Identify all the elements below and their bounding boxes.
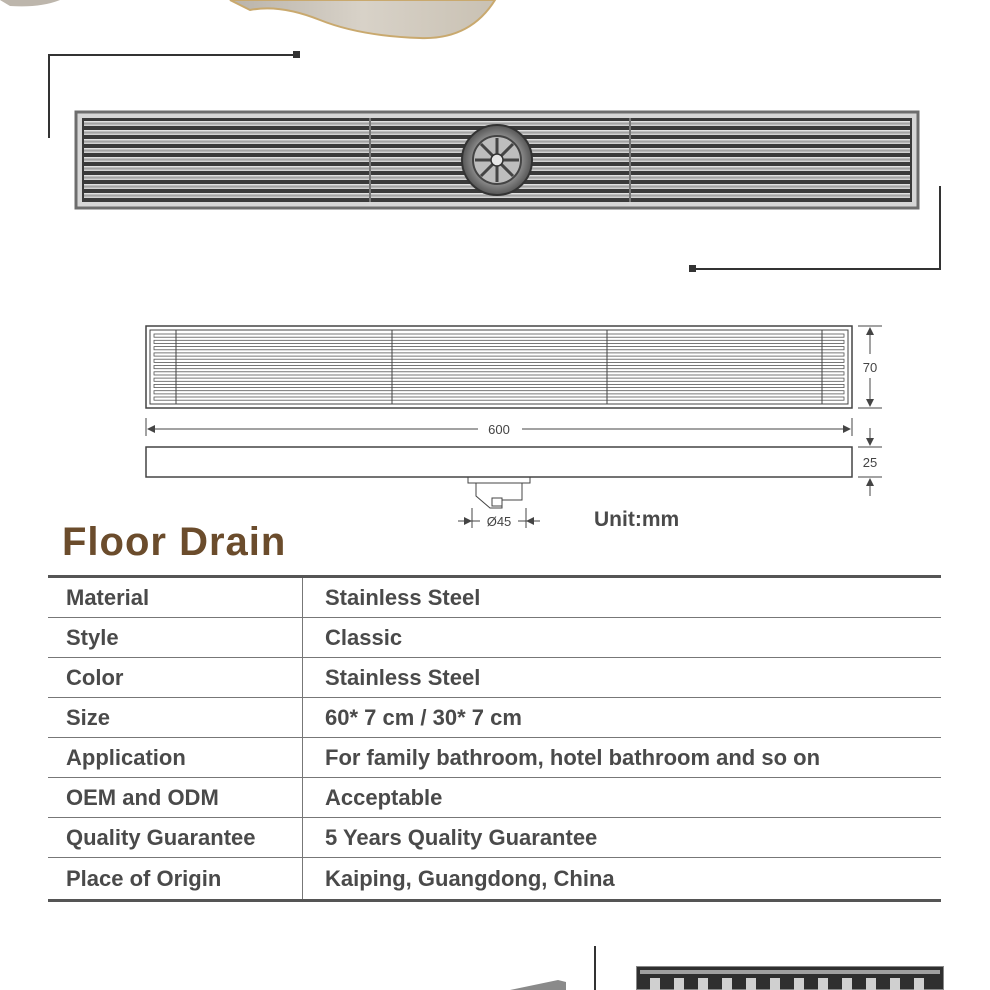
bracket-top-left-dot (293, 51, 300, 58)
spec-value: Stainless Steel (325, 584, 481, 610)
spec-row-place-of-origin (48, 858, 941, 899)
spec-key: Size (48, 698, 303, 737)
spec-value: Stainless Steel (325, 664, 481, 690)
spec-value: 5 Years Quality Guarantee (325, 824, 598, 850)
spec-value: 60* 7 cm / 30* 7 cm (325, 704, 522, 730)
bracket-bottom-right-vertical (939, 186, 941, 270)
spec-key: OEM and ODM (48, 778, 303, 817)
outlet-diameter-label: Ø45 (486, 514, 512, 529)
bracket-bottom-right-dot (689, 265, 696, 272)
side-view-outline (146, 447, 852, 477)
unit-label: Unit:mm (594, 508, 680, 531)
spec-value: Acceptable (325, 784, 443, 810)
height-dimension-label: 25 (862, 455, 878, 470)
bracket-top-left-horizontal (48, 54, 298, 56)
spec-row-style (48, 618, 941, 658)
spec-row-oem-odm (48, 778, 941, 818)
spec-key: Application (48, 738, 303, 777)
technical-drawing (130, 318, 890, 533)
spec-row-application (48, 738, 941, 778)
page-title: Floor Drain (62, 520, 287, 564)
spec-value: Kaiping, Guangdong, China (325, 865, 615, 891)
bottom-divider-line (594, 946, 596, 990)
bracket-top-left-vertical (48, 54, 50, 138)
spec-row-color (48, 658, 941, 698)
spec-row-size (48, 698, 941, 738)
spec-key: Place of Origin (48, 858, 303, 899)
bottom-product-edge (510, 978, 570, 990)
spec-table (48, 575, 941, 902)
length-dimension-label: 600 (488, 422, 510, 437)
floor-drain-photo (74, 110, 920, 210)
spec-value: For family bathroom, hotel bathroom and so on (325, 744, 821, 770)
bottom-product-photo (636, 966, 944, 990)
bracket-bottom-right-horizontal (692, 268, 941, 270)
spec-key: Quality Guarantee (48, 818, 303, 857)
spec-key: Material (48, 578, 303, 617)
spec-row-material (48, 578, 941, 618)
spec-value: Classic (325, 624, 403, 650)
width-dimension-label: 70 (862, 360, 878, 375)
spec-row-quality-guarantee (48, 818, 941, 858)
stone-decoration (0, 0, 600, 60)
top-view-outline (146, 326, 852, 408)
spec-key: Style (48, 618, 303, 657)
spec-key: Color (48, 658, 303, 697)
